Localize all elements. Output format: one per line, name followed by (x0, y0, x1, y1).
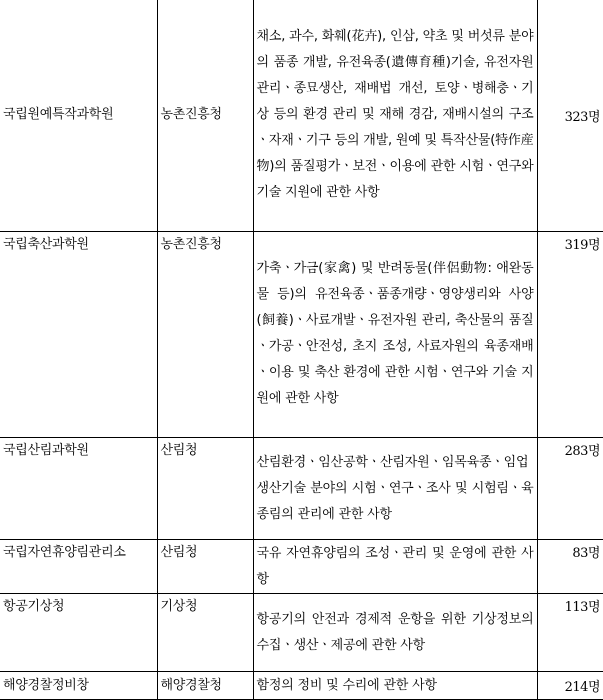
table-row (0, 0, 603, 231)
duty-cell: 산림환경ㆍ임산공학ㆍ산림자원ㆍ임목육종ㆍ임업생산기술 분야의 시험ㆍ연구ㆍ조사 및 시험림ㆍ육종림의 관리에 관한 사항 (253, 437, 537, 539)
duty-cell: 국유 자연휴양림의 조성ㆍ관리 및 운영에 관한 사항 (253, 540, 537, 594)
duty-cell: 함정의 정비 및 수리에 관한 사항 (253, 672, 537, 700)
staff-count-cell: 214명 (537, 672, 603, 700)
org-name-cell: 국립축산과학원 (0, 231, 157, 437)
table-row (0, 594, 603, 672)
staff-count-cell: 83명 (537, 540, 603, 594)
table-row (0, 672, 603, 700)
duty-cell: 가축ㆍ가금(家禽) 및 반려동물(伴侶動物: 애완동물 등)의 유전육종ㆍ품종개량ㆍ영양생리와 사양(飼養)ㆍ사료개발ㆍ유전자원 관리, 축산물의 품질ㆍ가공ㆍ안전성, 초지 조성, 사료자원의 육종재배ㆍ이용 및 축산 환경에 관한 시험ㆍ연구와 기술 지원에 관한 사항 (253, 231, 537, 437)
table-row (0, 231, 603, 437)
duty-cell: 채소, 과수, 화훼(花卉), 인삼, 약초 및 버섯류 분야의 품종 개발, 유전육종(遺傳育種)기술, 유전자원 관리ㆍ종묘생산, 재배법 개선, 토양ㆍ병해충ㆍ기상 등의 환경 관리 및 재해 경감, 재배시설의 구조ㆍ자재ㆍ기구 등의 개발, 원예 및 특작산물(特作産物)의 품질평가ㆍ보전ㆍ이용에 관한 시험ㆍ연구와 기술 지원에 관한 사항 (253, 0, 537, 231)
table-row (0, 540, 603, 594)
staff-count-cell: 113명 (537, 594, 603, 672)
org-name-cell: 국립자연휴양림관리소 (0, 540, 157, 594)
org-name-cell: 국립원예특작과학원 (0, 0, 157, 231)
staff-count-cell: 319명 (537, 231, 603, 437)
agency-cell: 해양경찰청 (157, 672, 253, 700)
agency-cell: 기상청 (157, 594, 253, 672)
duty-cell: 항공기의 안전과 경제적 운항을 위한 기상정보의 수집ㆍ생산ㆍ제공에 관한 사항 (253, 594, 537, 672)
table-row (0, 437, 603, 539)
agency-cell: 산림청 (157, 437, 253, 539)
agency-cell: 농촌진흥청 (157, 231, 253, 437)
staff-count-cell: 323명 (537, 0, 603, 231)
staff-count-cell: 283명 (537, 437, 603, 539)
org-name-cell: 항공기상청 (0, 594, 157, 672)
org-name-cell: 국립산림과학원 (0, 437, 157, 539)
agency-cell: 산림청 (157, 540, 253, 594)
org-name-cell: 해양경찰정비창 (0, 672, 157, 700)
agency-cell: 농촌진흥청 (157, 0, 253, 231)
